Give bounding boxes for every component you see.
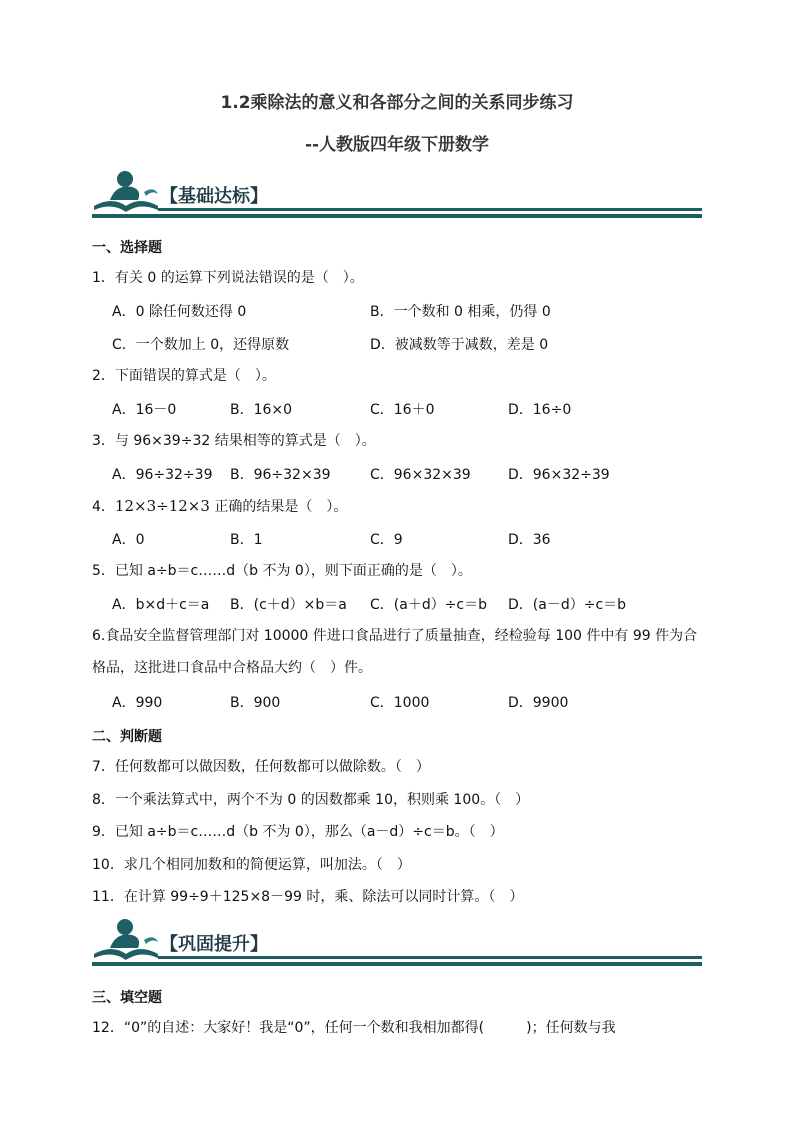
option-d: D．被减数等于减数，差是 0 xyxy=(370,337,549,353)
section-title-fill: 三、填空题 xyxy=(92,990,162,1006)
option-b: B．1 xyxy=(230,532,263,548)
section-title-choice: 一、选择题 xyxy=(92,240,162,256)
math-expression: 12×3÷12×3 xyxy=(114,497,210,515)
question-2: 2．下面错误的算式是（ ）。 xyxy=(92,368,276,384)
question-6: 6.食品安全监督管理部门对 10000 件进口食品进行了质量抽查，经检验每 100 件中有 99 件为合格品，这批进口食品中合格品大约（ ）件。 xyxy=(92,628,698,676)
option-a: A．0 xyxy=(112,532,145,548)
question-1: 1．有关 0 的运算下列说法错误的是（ ）。 xyxy=(92,270,364,286)
option-b: B．900 xyxy=(230,695,281,711)
banner-rule xyxy=(158,956,702,959)
banner-label: 【巩固提升】 xyxy=(160,934,268,955)
option-a: A．0 除任何数还得 0 xyxy=(112,304,247,320)
question-4 xyxy=(92,496,707,517)
question-number: 4． xyxy=(92,499,115,515)
reader-logo-icon xyxy=(92,170,162,218)
option-c: C．1000 xyxy=(370,695,430,711)
banner-rule xyxy=(92,214,702,218)
document-subtitle: --人教版四年级下册数学 xyxy=(304,135,490,155)
question-8: 8．一个乘法算式中，两个不为 0 的因数都乘 10，积则乘 100。（ ） xyxy=(92,792,530,808)
question-3: 3．与 96×39÷32 结果相等的算式是（ ）。 xyxy=(92,433,376,449)
document-title: 1.2乘除法的意义和各部分之间的关系同步练习 xyxy=(220,93,574,113)
question-5: 5．已知 a÷b＝c……d（b 不为 0），则下面正确的是（ ）。 xyxy=(92,563,472,579)
option-c: C．16＋0 xyxy=(370,402,435,418)
banner-label: 【基础达标】 xyxy=(160,186,268,207)
option-b: B．16×0 xyxy=(230,402,293,418)
option-b: B．一个数和 0 相乘，仍得 0 xyxy=(370,304,551,320)
question-10: 10．求几个相同加数和的简便运算，叫加法。（ ） xyxy=(92,857,411,873)
option-b: B．96÷32×39 xyxy=(230,467,331,483)
section-banner-basic xyxy=(92,170,702,226)
option-d: D．36 xyxy=(508,532,551,548)
question-text: 正确的结果是（ ）。 xyxy=(209,499,348,515)
question-12: 12．“0”的自述：大家好！我是“0”，任何一个数和我相加都得( )；任何数与我 xyxy=(92,1020,616,1036)
option-a: A．96÷32÷39 xyxy=(112,467,213,483)
option-a: A．990 xyxy=(112,695,163,711)
banner-rule xyxy=(158,208,702,211)
section-banner-improve xyxy=(92,918,702,974)
banner-rule xyxy=(92,962,702,966)
option-a: A．b×d＋c＝a xyxy=(112,597,210,613)
option-d: D．(a－d）÷c＝b xyxy=(508,597,627,613)
option-d: D．16÷0 xyxy=(508,402,572,418)
question-7: 7．任何数都可以做因数，任何数都可以做除数。（ ） xyxy=(92,759,430,775)
option-c: C．96×32×39 xyxy=(370,467,471,483)
option-c: C．一个数加上 0，还得原数 xyxy=(112,337,290,353)
option-d: D．9900 xyxy=(508,695,569,711)
option-c: C．9 xyxy=(370,532,403,548)
question-9: 9．已知 a÷b＝c……d（b 不为 0），那么（a－d）÷c＝b。（ ） xyxy=(92,824,504,840)
option-b: B．(c＋d）×b＝a xyxy=(230,597,347,613)
option-c: C．(a＋d）÷c＝b xyxy=(370,597,488,613)
option-a: A．16－0 xyxy=(112,402,177,418)
option-d: D．96×32÷39 xyxy=(508,467,610,483)
section-title-judge: 二、判断题 xyxy=(92,729,162,745)
reader-logo-icon xyxy=(92,918,162,966)
question-11: 11．在计算 99÷9＋125×8－99 时，乘、除法可以同时计算。（ ） xyxy=(92,889,524,905)
